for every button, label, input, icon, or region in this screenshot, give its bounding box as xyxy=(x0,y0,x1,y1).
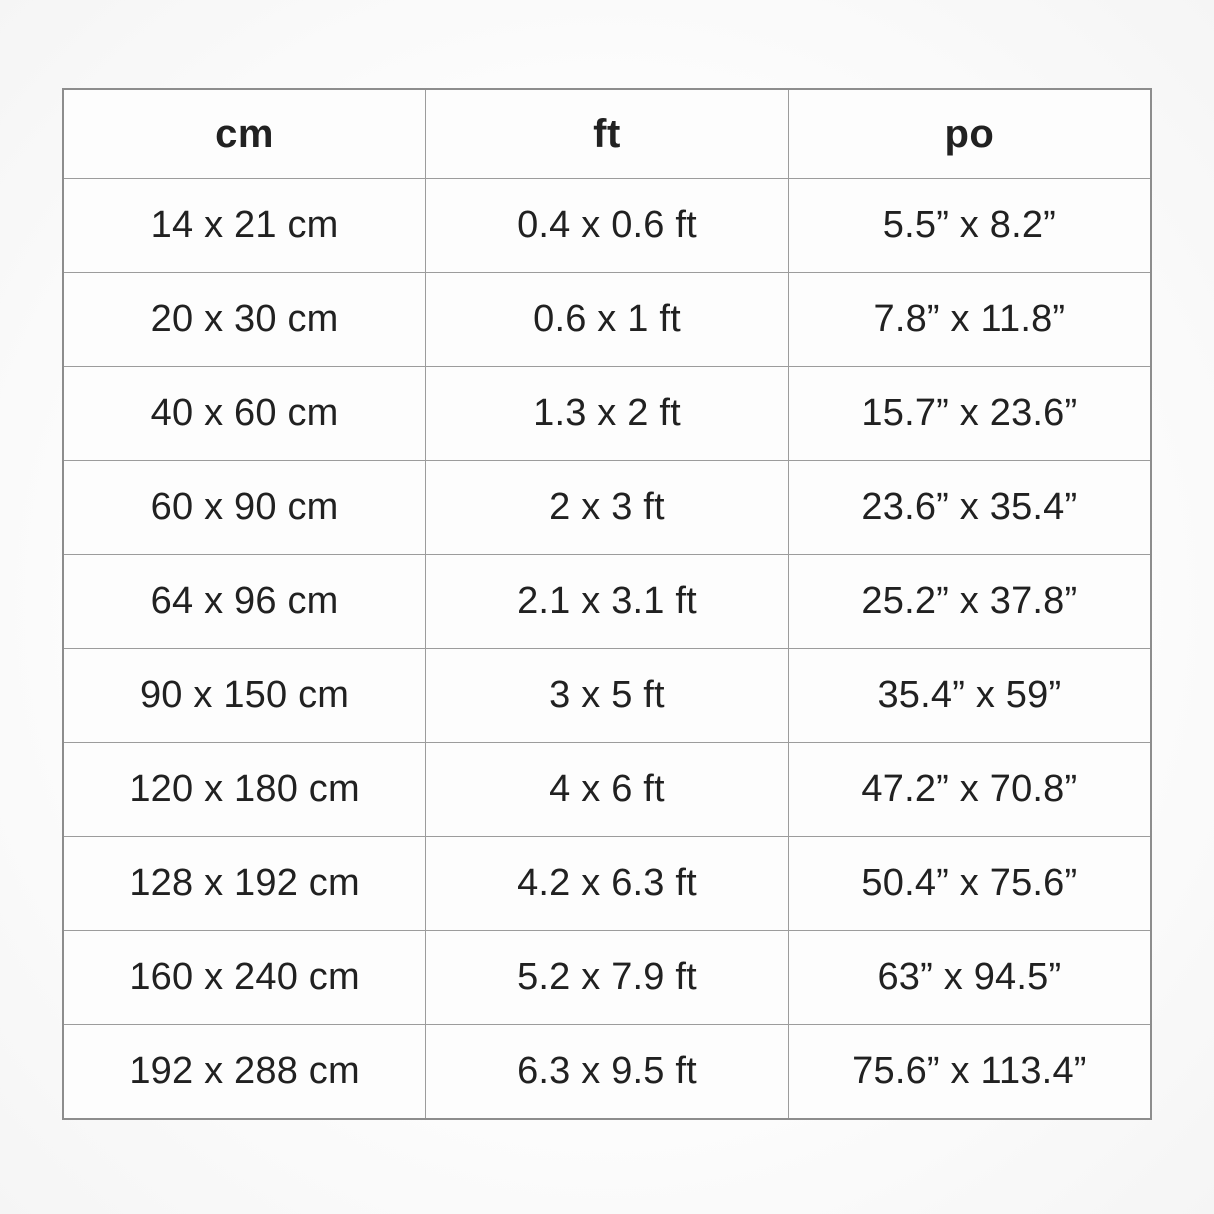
cell-po: 63” x 94.5” xyxy=(788,931,1151,1025)
cell-po: 15.7” x 23.6” xyxy=(788,367,1151,461)
table-row xyxy=(63,743,1151,837)
cell-cm: 90 x 150 cm xyxy=(63,649,426,743)
header-ft: ft xyxy=(426,89,789,179)
cell-cm: 40 x 60 cm xyxy=(63,367,426,461)
cell-ft: 0.4 x 0.6 ft xyxy=(426,179,789,273)
table-row xyxy=(63,931,1151,1025)
table-header xyxy=(63,89,1151,179)
cell-po: 25.2” x 37.8” xyxy=(788,555,1151,649)
table-row xyxy=(63,837,1151,931)
cell-cm: 128 x 192 cm xyxy=(63,837,426,931)
table-row xyxy=(63,555,1151,649)
cell-cm: 64 x 96 cm xyxy=(63,555,426,649)
cell-po: 50.4” x 75.6” xyxy=(788,837,1151,931)
table-row xyxy=(63,179,1151,273)
cell-cm: 14 x 21 cm xyxy=(63,179,426,273)
table-row xyxy=(63,649,1151,743)
cell-ft: 1.3 x 2 ft xyxy=(426,367,789,461)
cell-ft: 4.2 x 6.3 ft xyxy=(426,837,789,931)
table-row xyxy=(63,1025,1151,1120)
header-row xyxy=(63,89,1151,179)
cell-po: 7.8” x 11.8” xyxy=(788,273,1151,367)
table-row xyxy=(63,273,1151,367)
cell-cm: 192 x 288 cm xyxy=(63,1025,426,1120)
cell-po: 75.6” x 113.4” xyxy=(788,1025,1151,1120)
header-cm: cm xyxy=(63,89,426,179)
cell-cm: 60 x 90 cm xyxy=(63,461,426,555)
cell-ft: 4 x 6 ft xyxy=(426,743,789,837)
cell-ft: 0.6 x 1 ft xyxy=(426,273,789,367)
table-row xyxy=(63,461,1151,555)
cell-ft: 5.2 x 7.9 ft xyxy=(426,931,789,1025)
cell-ft: 2.1 x 3.1 ft xyxy=(426,555,789,649)
table-body xyxy=(63,179,1151,1120)
cell-po: 47.2” x 70.8” xyxy=(788,743,1151,837)
cell-cm: 120 x 180 cm xyxy=(63,743,426,837)
cell-cm: 160 x 240 cm xyxy=(63,931,426,1025)
cell-po: 23.6” x 35.4” xyxy=(788,461,1151,555)
cell-ft: 2 x 3 ft xyxy=(426,461,789,555)
cell-po: 35.4” x 59” xyxy=(788,649,1151,743)
header-po: po xyxy=(788,89,1151,179)
cell-ft: 3 x 5 ft xyxy=(426,649,789,743)
cell-po: 5.5” x 8.2” xyxy=(788,179,1151,273)
cell-ft: 6.3 x 9.5 ft xyxy=(426,1025,789,1120)
conversion-table xyxy=(62,88,1152,1120)
cell-cm: 20 x 30 cm xyxy=(63,273,426,367)
table-row xyxy=(63,367,1151,461)
